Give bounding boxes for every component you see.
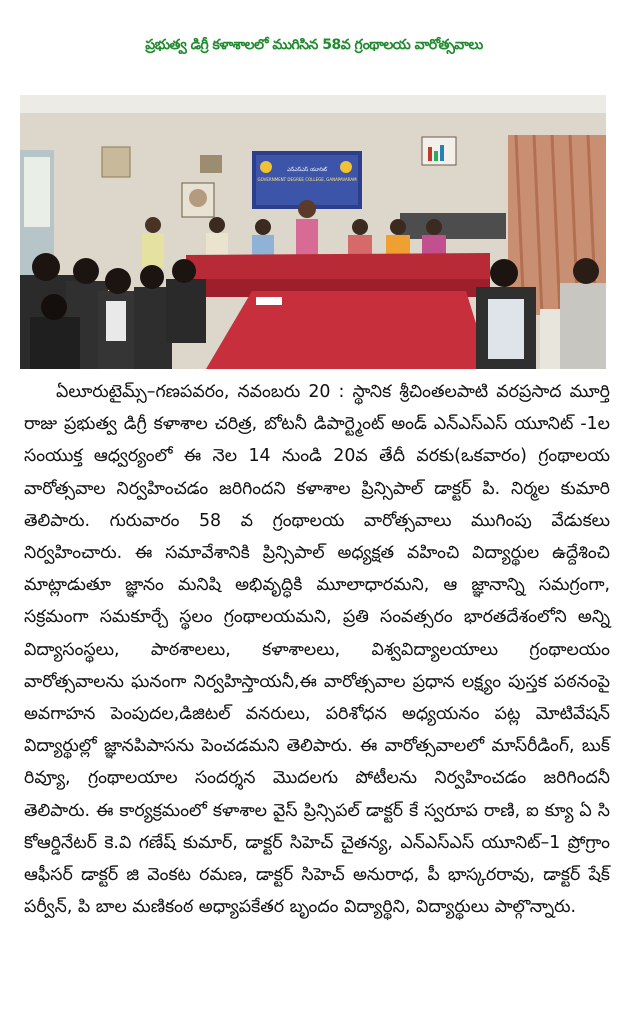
headline: ప్రభుత్వ డిగ్రీ కళాశాలలో ముగిసిన 58వ గ్రంథాలయ వారోత్సవాలు xyxy=(145,36,483,53)
banner-line-2: GOVERNMENT DEGREE COLLEGE, GANAPAVARAM xyxy=(257,177,357,182)
article-body: ఏలూరుటైమ్స్–గణపవరం, నవంబరు 20 : స్థానిక శ్రీచింతలపాటి వరప్రసాద మూర్తి రాజు ప్రభుత్వ డిగ్రీ కళాశాల చరిత్ర, బోటనీ డిపార్ట్మెంట్ అండ్ ఎన్ఎస్ఎస్ యూనిట్ -1ల సంయుక్త ఆధ్వర్యంలో ఈ నెల 14 నుండి 20వ తేదీ వరకు(ఒకవారం) గ్రంథాలయ వారోత్సవాల నిర్వహించడం జరిగిందని కళాశాల ప్రిన్సిపాల్ డాక్టర్ పి. నిర్మల కుమారి తెలిపారు. గురువారం 58 వ గ్రంథాలయ వారోత్సవాలు ముగింపు వేడుకలు నిర్వహించారు. ఈ సమావేశానికి ప్రిన్సిపాల్ అధ్యక్షత వహించి విద్యార్థుల ఉద్దేశించి మాట్లాడుతూ జ్ఞానం మనిషి అభివృద్ధికి మూలాధారమని, ఆ జ్ఞానాన్ని సమగ్రంగా, సక్రమంగా సమకూర్చే స్థలం గ్రంథాలయమని, ప్రతి సంవత్సరం భారతదేశంలోని అన్ని విద్యాసంస్థలు, పాఠశాలలు, కళాశాలలు, విశ్వవిద్యాలయాలు గ్రంథాలయం వారోత్సవాలను ఘనంగా నిర్వహిస్తాయనీ,ఈ వారోత్సవాల ప్రధాన లక్ష్యం పుస్తక పఠనంపై అవగాహన పెంపుదల,డిజిటల్ వనరులు, పరిశోధన అధ్యయనం పట్ల మోటివేషన్ విద్యార్థుల్లో జ్ఞానపిపాసను పెంచడమని తెలిపారు. ఈ వారోత్సవాలలో మాస్‌రీడింగ్, బుక్ రివ్యూ, గ్రంథాలయాల సందర్శన మొదలగు పోటీలను నిర్వహించడం జరిగిందనీ తెలిపారు. ఈ కార్యక్రమంలో కళాశాల వైస్ ప్రిన్సిపల్ డాక్టర్ కే స్వరూప రాణి, ఐ క్యూ ఏ సి కోఆర్డినేటర్ కె.వి గణేష్ కుమార్, డాక్టర్ సిహెచ్ చైతన్య, ఎన్ఎస్ఎస్ యూనిట్–1 ప్రోగ్రాం ఆఫీసర్ డాక్టర్ జి వెంకట రమణ, డాక్టర్ సిహెచ్ అనురాధ, పీ భాస్కరరావు, డాక్టర్ షేక్ పర్వీన్, పి బాల మణికంఠ అధ్యాపకేతర బృందం విద్యార్థిని, విద్యార్థులు పాల్గొన్నారు. xyxy=(24,382,610,918)
banner-line-1: ఎన్ఎస్ఎస్ యూనిట్ xyxy=(287,167,327,173)
news-photo xyxy=(20,95,606,369)
